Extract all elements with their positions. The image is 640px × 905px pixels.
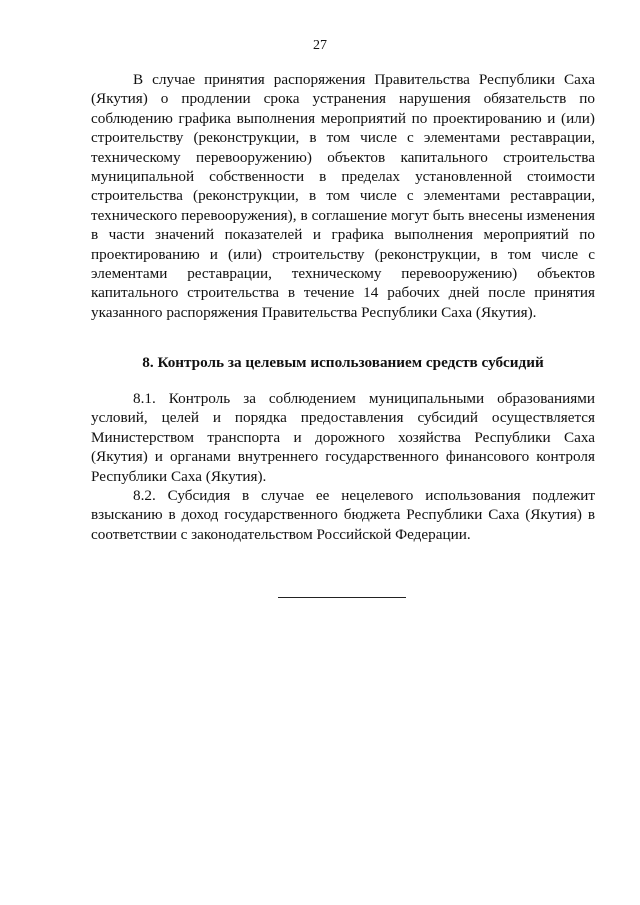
body-text-top — [91, 70, 595, 322]
end-of-document-rule — [278, 597, 406, 598]
section-body — [91, 389, 595, 544]
paragraph-extension-of-deadline: В случае принятия распоряжения Правительства Республики Саха (Якутия) о продлении срока устранения нарушения обязательств по соблюдению графика выполнения мероприятий по проектированию и (или) строительству (реконструкции, в том числе с элементами реставрации, техническому перевооружению) объектов капитального строительства муниципальной собственности в пределах установленной стоимости строительства (реконструкции, в том числе с элементами реставрации, технического перевооружения), в соглашение могут быть внесены изменения в части значений показателей и графика выполнения мероприятий по проектированию и (или) строительству (реконструкции, в том числе с элементами реставрации, техническому перевооружению) объектов капитального строительства в течение 14 рабочих дней после принятия указанного распоряжения Правительства Республики Саха (Якутия). — [91, 71, 595, 321]
paragraph-8-1: 8.1. Контроль за соблюдением муниципальными образованиями условий, целей и порядка предоставления субсидий осуществляется Министерством транспорта и дорожного хозяйства Республики Саха (Якутия) и органами внутреннего государственного финансового контроля Республики Саха (Якутия). — [91, 390, 595, 485]
section-heading: 8. Контроль за целевым использованием средств субсидий — [142, 354, 544, 371]
page-number: 27 — [313, 38, 327, 53]
paragraph-8-2: 8.2. Субсидия в случае ее нецелевого использования подлежит взысканию в доход государственного бюджета Республики Саха (Якутия) в соответствии с законодательством Российской Федерации. — [91, 487, 595, 543]
